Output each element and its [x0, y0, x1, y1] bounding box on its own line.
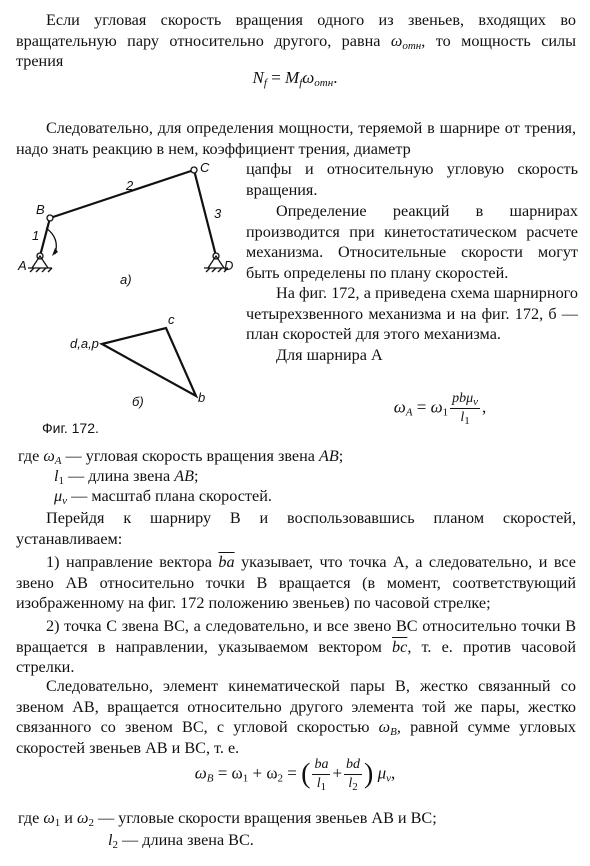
numerator: ba [314, 757, 329, 772]
vector: $\overline{ba}$ [218, 553, 235, 571]
right-col-reactions: Определение реакций в шарнирах производится при кинетостатическом расчете механизма. Относительные скорости могут быть определены по плану скоростей. [246, 202, 578, 282]
symbol: μ [54, 487, 63, 505]
numerator: pbμ [452, 391, 474, 406]
text: указывает, что точка A, а следовательно, и все звено AB относительно точки B вращается (в момент, соответствующий изображенному на фиг. 172 положению звеньев) по часовой стрелке; [16, 553, 576, 612]
right-col-line1: цапфы и относительную угловую скорость вращения. [246, 160, 578, 199]
text: — угловые скорости вращения звеньев AB и BC; [93, 809, 437, 827]
list-item-1 [16, 552, 576, 614]
subscript: v [62, 495, 68, 507]
list-item-2 [16, 616, 576, 678]
subscript: 1 [442, 406, 449, 419]
def-mu-v [54, 486, 590, 507]
paragraph-consequently: Следовательно, для определения мощности, теряемой в шарнире от трения, надо знать реакцию в нем, коэффициент трения, диаметр [16, 119, 576, 158]
mechanism-diagram [8, 160, 240, 440]
operator: + ω [248, 763, 278, 783]
symbol: ω [43, 447, 55, 465]
punct: ; [193, 467, 199, 485]
paren-open: ( [301, 758, 311, 790]
symbol: ω [393, 397, 406, 417]
punct: , [391, 763, 396, 783]
symbol: ω [390, 31, 403, 50]
text: где [18, 809, 44, 827]
def-l1 [54, 466, 590, 487]
right-col-hinge-a: Для шарнира A [276, 346, 383, 364]
text: Если угловая скорость вращения одного из звеньев, входящих во вращательную пару относительно другого, равна [16, 11, 576, 50]
symbol: l [108, 831, 113, 849]
subscript: 1 [54, 817, 61, 829]
symbol: AB [318, 447, 339, 465]
text: и [60, 809, 78, 827]
operator: = [283, 763, 302, 783]
subscript: v [386, 772, 392, 785]
label-link-3: 3 [214, 206, 222, 221]
text: — масштаб плана скоростей. [67, 487, 272, 505]
figure-caption: Фиг. 172. [42, 420, 99, 436]
subscript: f [263, 77, 267, 89]
label-plan-b: b [198, 390, 206, 405]
denominator: l [460, 410, 465, 425]
text: , равной сумме угловых скоростей звеньев AB и BC, т. е. [16, 718, 576, 757]
symbol: ω [378, 718, 391, 736]
label-point-b: B [36, 202, 45, 217]
denominator: l [316, 776, 321, 791]
symbol: ω [194, 763, 207, 783]
formula-friction-power [0, 68, 590, 89]
paragraph-angular-velocity [16, 10, 576, 72]
operator: = ω [213, 763, 243, 783]
text: , то мощность силы трения [16, 31, 576, 70]
subscript: B [390, 726, 397, 738]
symbol: AB [174, 467, 194, 485]
label-part-b: б) [132, 394, 144, 409]
text: — длина звена BC. [118, 831, 254, 849]
label-plan-origin: d,a,p [70, 336, 99, 351]
fraction [450, 390, 480, 427]
operator: = [412, 397, 431, 417]
punct: , [482, 397, 487, 417]
subscript: A [405, 406, 413, 419]
paren-close: ) [364, 758, 374, 790]
subscript: 2 [112, 839, 118, 851]
label-link-1: 1 [32, 228, 40, 243]
joint-c [191, 167, 197, 173]
punct: . [333, 68, 338, 87]
def-omega-1-2 [18, 808, 578, 829]
subscript: 2 [352, 781, 358, 793]
velocity-plan [102, 328, 196, 396]
formula-omega-b [0, 756, 590, 793]
label-plan-c: c [168, 312, 175, 327]
text: где [18, 447, 44, 465]
def-omega-a [18, 446, 578, 467]
label-part-a: а) [120, 272, 132, 287]
paragraph-kinematic-pair [16, 676, 576, 758]
symbol: ω [77, 809, 89, 827]
symbol: N [252, 68, 264, 87]
text: 2) точка C звена BC, а следовательно, и все звено BC относительно точки B вращается в направлении, указываемом вектором [16, 617, 576, 656]
label-point-d: D [224, 258, 234, 273]
symbol: M [285, 68, 300, 87]
arrow-head [52, 248, 58, 256]
subscript: 2 [88, 817, 94, 829]
subscript: отн [314, 77, 334, 89]
formula-omega-a [300, 390, 580, 427]
subscript: 2 [277, 772, 284, 785]
text: 1) направление вектора [46, 553, 219, 571]
text: Следовательно, элемент кинематической пары B, жестко связанный со звеном AB, вращается относительно другого элемента той же пары, жестко связанного со звеном BC, с угловой скоростью [16, 677, 576, 736]
denominator: l [348, 776, 353, 791]
symbol: μ [377, 763, 387, 783]
link-2 [50, 170, 194, 218]
fraction-1 [312, 756, 330, 793]
numerator: bd [346, 757, 361, 772]
joint-b [47, 215, 53, 221]
text: , т. е. против часовой стрелки. [16, 637, 577, 676]
subscript: f [299, 77, 303, 89]
operator: = [266, 68, 286, 87]
text: — угловая скорость вращения звена [61, 447, 319, 465]
subscript: 1 [58, 475, 64, 487]
label-link-2: 2 [126, 178, 134, 193]
subscript: 1 [464, 415, 470, 427]
symbol: ω [43, 809, 55, 827]
figure-172 [8, 160, 240, 440]
label-point-a: A [18, 258, 27, 273]
punct: ; [338, 447, 344, 465]
text: — длина звена [64, 467, 175, 485]
subscript: B [206, 772, 214, 785]
symbol: ω [302, 68, 315, 87]
subscript: v [473, 396, 479, 408]
fraction-2 [344, 756, 362, 793]
subscript: 1 [242, 772, 249, 785]
link-1 [40, 218, 50, 256]
support-a [28, 253, 52, 272]
subscript: A [54, 455, 62, 467]
right-col-figure-ref: На фиг. 172, а приведена схема шарнирного четырехзвенного механизма и на фиг. 172, б — план скоростей для этого механизма. [246, 284, 578, 343]
paragraph-hinge-b: Перейдя к шарниру B и воспользовавшись планом скоростей, устанавливаем: [16, 509, 576, 548]
symbol: l [54, 467, 59, 485]
label-point-c: C [200, 160, 210, 175]
subscript: отн [402, 39, 422, 52]
subscript: 1 [320, 781, 327, 793]
symbol: ω [430, 397, 443, 417]
def-l2 [108, 830, 590, 851]
link-3 [194, 170, 216, 256]
vector: $\overline{bc}$ [392, 637, 408, 656]
operator: + [332, 763, 343, 783]
